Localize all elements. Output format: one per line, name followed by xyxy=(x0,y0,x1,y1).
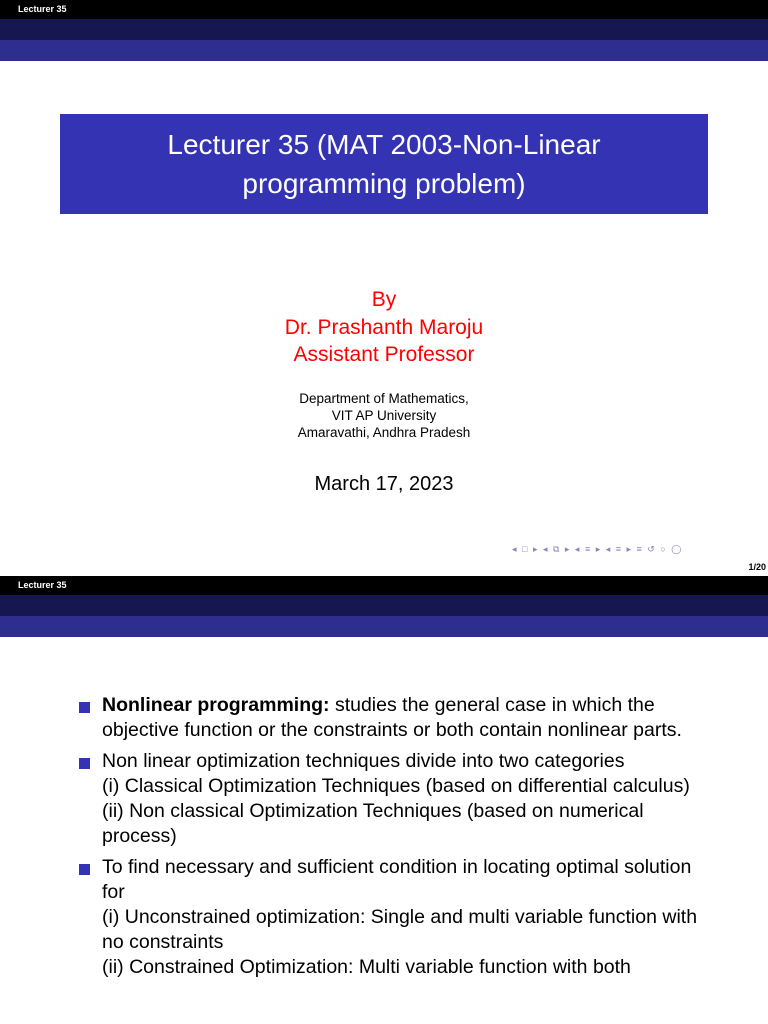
presentation-date: March 17, 2023 xyxy=(314,473,454,495)
university-name: VIT AP University xyxy=(331,408,437,423)
header-band-light xyxy=(0,40,768,61)
bullet-square-icon xyxy=(79,702,90,713)
author-name: Dr. Prashanth Maroju xyxy=(284,315,484,339)
header-label: Lecturer 35 xyxy=(18,4,67,14)
author-block xyxy=(0,286,768,369)
content-slide xyxy=(0,576,768,1024)
page-number: 1/20 xyxy=(748,562,766,572)
bullet-text: studies the general case in which the objective function or the constraints or both contain nonlinear parts. xyxy=(102,694,682,741)
bullet-square-icon xyxy=(79,758,90,769)
bullet-line: (i) Classical Optimization Techniques (based on differential calculus) xyxy=(102,775,690,797)
header-band-dark xyxy=(0,19,768,40)
bullet-item xyxy=(78,693,718,743)
slide-header xyxy=(0,0,768,19)
bullet-item xyxy=(78,855,718,980)
slide-header xyxy=(0,576,768,595)
author-position: Assistant Professor xyxy=(293,343,475,366)
bullet-line: (ii) Constrained Optimization: Multi variable function with both xyxy=(102,956,631,978)
university-location: Amaravathi, Andhra Pradesh xyxy=(297,425,471,440)
bullet-line: (i) Unconstrained optimization: Single and multi variable function with no constraints xyxy=(102,906,698,953)
header-label: Lecturer 35 xyxy=(18,580,67,590)
bullet-list xyxy=(78,693,718,986)
institute-block xyxy=(0,390,768,441)
bullet-line: (ii) Non classical Optimization Techniques (based on numerical process) xyxy=(102,800,644,847)
bullet-square-icon xyxy=(79,864,90,875)
header-band-dark xyxy=(0,595,768,616)
title-line-1: Lecturer 35 (MAT 2003-Non-Linear xyxy=(167,129,601,160)
department-name: Department of Mathematics, xyxy=(299,391,469,406)
bullet-item xyxy=(78,749,718,849)
bullet-line: Non linear optimization techniques divide into two categories xyxy=(102,750,625,772)
beamer-navigation-icons[interactable]: ◂ □ ▸ ◂ ⧉ ▸ ◂ ≡ ▸ ◂ ≡ ▸ ≡ ↺ ○ ◯ xyxy=(512,544,683,554)
title-line-2: programming problem) xyxy=(242,168,526,199)
bullet-line: To find necessary and sufficient condition in locating optimal solution for xyxy=(102,856,692,903)
header-band-light xyxy=(0,616,768,637)
bullet-bold-term: Nonlinear programming: xyxy=(102,694,330,716)
title-box xyxy=(60,114,708,214)
by-label: By xyxy=(371,288,397,311)
